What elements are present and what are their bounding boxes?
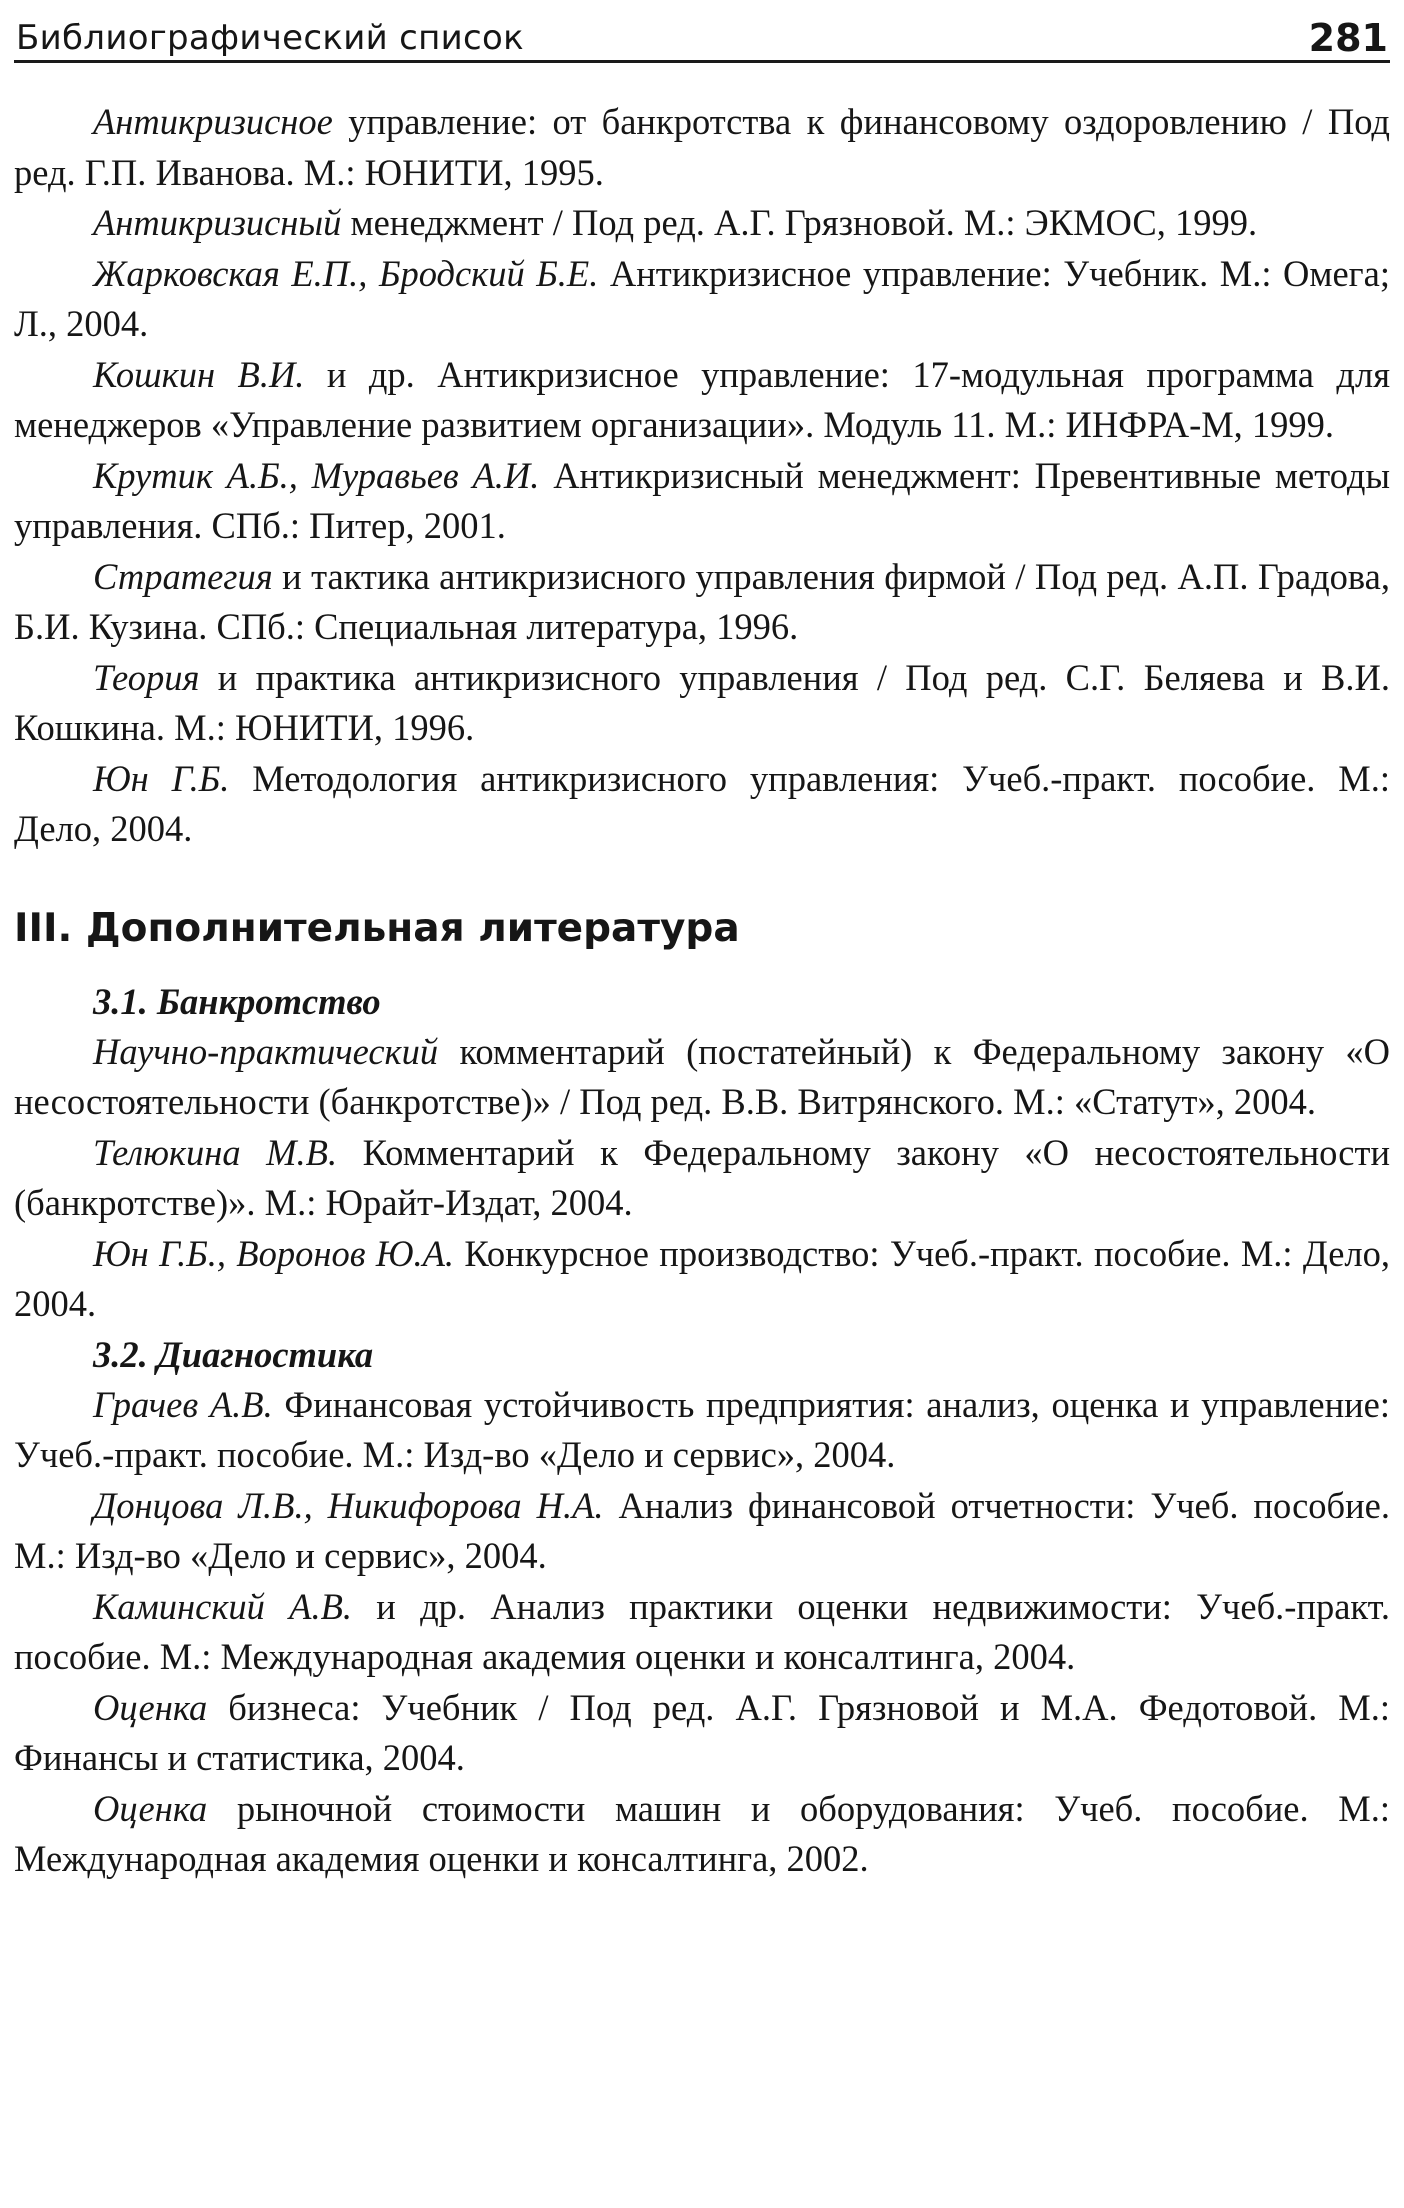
bibliography-entry [14, 451, 1390, 552]
entry-lead: Стратегия [93, 555, 273, 597]
entry-lead: Юн Г.Б., Воронов Ю.А. [93, 1232, 455, 1274]
running-head-title: Библиографический список [16, 18, 524, 58]
entry-text: рыночной стоимости машин и оборудования: Учеб. пособие. М.: Международная академия оценки и консалтинга, 2002. [14, 1787, 1390, 1879]
entry-lead: Каминский А.В. [93, 1585, 353, 1627]
entry-text: Антикризисное управление: Учебник. М.: Омега; Л., 2004. [14, 252, 1390, 344]
entry-text: и практика антикризисного управления / Под ред. С.Г. Беляева и В.И. Кошкина. М.: ЮНИТИ, 1996. [14, 656, 1390, 748]
entry-lead: Крутик А.Б., Муравьев А.И. [93, 454, 540, 496]
entry-text: и тактика антикризисного управления фирмой / Под ред. А.П. Градова, Б.И. Кузина. СПб.: Специальная литература, 1996. [14, 555, 1390, 647]
entry-text: комментарий (постатейный) к Федеральному закону «О несостоятельности (банкротстве)» / Под ред. В.В. Витрянского. М.: «Статут», 2004. [14, 1030, 1390, 1122]
bibliography-entry [14, 1027, 1390, 1128]
entry-lead: Оценка [93, 1787, 208, 1829]
bibliography-entry [14, 249, 1390, 350]
subsection-heading-bankruptcy: 3.1. Банкротство [93, 980, 381, 1022]
entry-lead: Жарковская Е.П., Бродский Б.Е. [93, 252, 599, 294]
entry-lead: Кошкин В.И. [93, 353, 305, 395]
entry-text: бизнеса: Учебник / Под ред. А.Г. Грязновой и М.А. Федотовой. М.: Финансы и статистика, 2004. [14, 1686, 1390, 1778]
entry-lead: Грачев А.В. [93, 1383, 273, 1425]
entry-lead: Оценка [93, 1686, 208, 1728]
entry-lead: Донцова Л.В., Никифорова Н.А. [93, 1484, 604, 1526]
entry-text: менеджмент / Под ред. А.Г. Грязновой. М.: ЭКМОС, 1999. [341, 202, 1258, 243]
entry-text: Методология антикризисного управления: Учеб.-практ. пособие. М.: Дело, 2004. [14, 757, 1390, 849]
bibliography-entry [14, 97, 1390, 198]
bibliography-entry [14, 198, 1390, 249]
bibliography-entry [14, 1784, 1390, 1885]
entry-lead: Антикризисный [93, 202, 342, 243]
entry-text: Антикризисный менеджмент: Превентивные методы управления. СПб.: Питер, 2001. [14, 454, 1390, 546]
entry-text: управление: от банкротства к финансовому оздоровлению / Под ред. Г.П. Иванова. М.: ЮНИТИ, 1995. [14, 101, 1390, 193]
page-number: 281 [1308, 16, 1388, 60]
entry-text: Комментарий к Федеральному закону «О несостоятельности (банкротстве)». М.: Юрайт-Издат, 2004. [14, 1131, 1390, 1223]
entry-lead: Телюкина М.В. [93, 1131, 338, 1173]
entry-lead: Антикризисное [93, 101, 333, 142]
bibliography-entry [14, 754, 1390, 855]
bibliography-entry [14, 1128, 1390, 1229]
bibliography-entry [14, 1683, 1390, 1784]
bibliography-entry [14, 1582, 1390, 1683]
entry-text: Конкурсное производство: Учеб.-практ. пособие. М.: Дело, 2004. [14, 1232, 1390, 1324]
bibliography-entry [14, 552, 1390, 653]
section-heading: III. Дополнительная литература [14, 905, 740, 951]
entry-lead: Теория [93, 656, 200, 698]
entry-text: Финансовая устойчивость предприятия: анализ, оценка и управление: Учеб.-практ. пособие. М.: Изд-во «Дело и сервис», 2004. [14, 1383, 1390, 1475]
entry-text: Анализ финансовой отчетности: Учеб. пособие. М.: Изд-во «Дело и сервис», 2004. [14, 1484, 1390, 1576]
entry-text: и др. Антикризисное управление: 17-модульная программа для менеджеров «Управление развитием организации». Модуль 11. М.: ИНФРА-М, 1999. [14, 353, 1390, 445]
bibliography-entry [14, 350, 1390, 451]
subsection-heading-diagnostics: 3.2. Диагностика [93, 1333, 374, 1375]
bibliography-entry [14, 1481, 1390, 1582]
bibliography-body [14, 97, 1390, 1885]
entry-lead: Юн Г.Б. [93, 757, 230, 799]
entry-text: и др. Анализ практики оценки недвижимости: Учеб.-практ. пособие. М.: Международная академия оценки и консалтинга, 2004. [14, 1585, 1390, 1677]
entry-lead: Научно-практический [93, 1030, 439, 1072]
bibliography-entry [14, 653, 1390, 754]
bibliography-entry [14, 1380, 1390, 1481]
bibliography-block-1 [14, 97, 1390, 855]
bibliography-entry [14, 1229, 1390, 1330]
running-head [14, 2, 1390, 63]
